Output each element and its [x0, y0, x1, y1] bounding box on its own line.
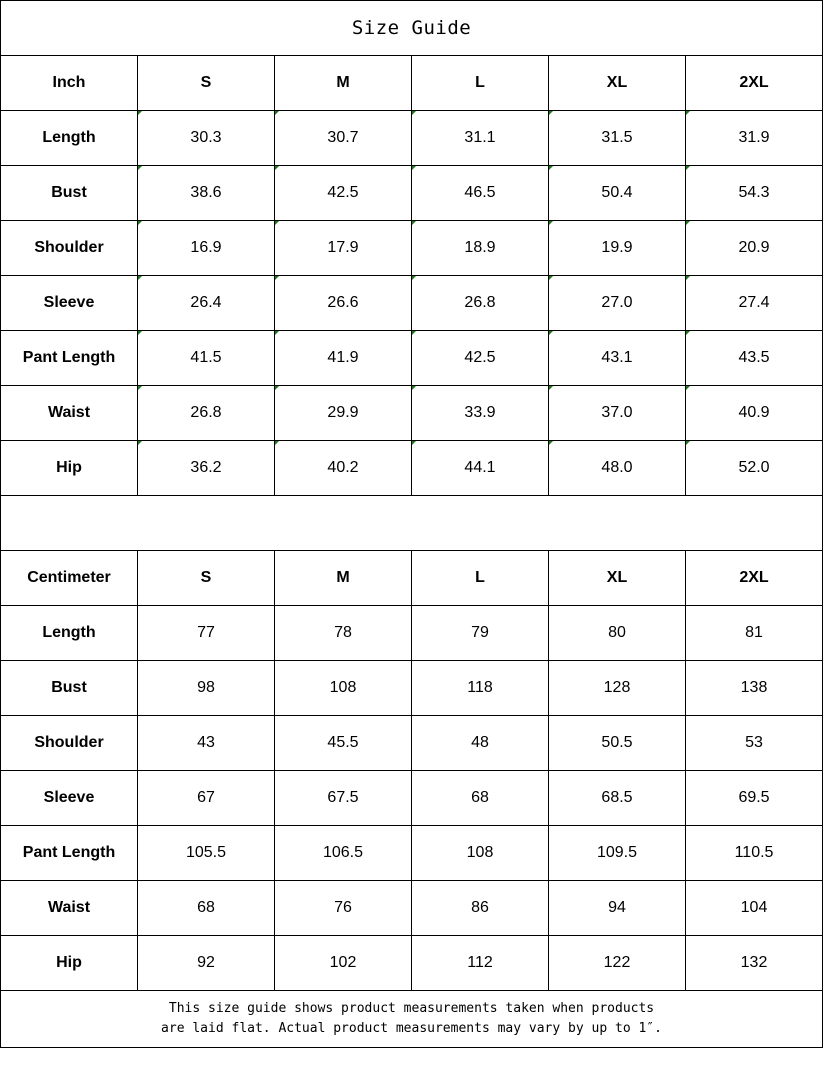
cm-row-label: Bust — [1, 661, 138, 716]
cm-size-header: XL — [549, 551, 686, 606]
inch-row-label: Length — [1, 111, 138, 166]
cm-row-label: Shoulder — [1, 716, 138, 771]
inch-value-cell: 40.2 — [275, 441, 412, 496]
cm-value-cell: 112 — [412, 936, 549, 991]
inch-value-cell: 20.9 — [686, 221, 823, 276]
inch-value-cell: 43.1 — [549, 331, 686, 386]
inch-size-header: XL — [549, 56, 686, 111]
inch-unit-label: Inch — [1, 56, 138, 111]
spacer-row — [1, 496, 823, 551]
cm-value-cell: 98 — [138, 661, 275, 716]
cm-value-cell: 106.5 — [275, 826, 412, 881]
inch-header-row — [1, 56, 823, 111]
inch-value-cell: 38.6 — [138, 166, 275, 221]
inch-value-cell: 37.0 — [549, 386, 686, 441]
cm-value-cell: 108 — [412, 826, 549, 881]
cm-value-cell: 104 — [686, 881, 823, 936]
inch-value-cell: 41.5 — [138, 331, 275, 386]
inch-value-cell: 26.8 — [138, 386, 275, 441]
cm-value-cell: 86 — [412, 881, 549, 936]
cm-value-cell: 102 — [275, 936, 412, 991]
cm-value-cell: 50.5 — [549, 716, 686, 771]
inch-value-cell: 16.9 — [138, 221, 275, 276]
inch-value-cell: 42.5 — [275, 166, 412, 221]
cm-size-header: M — [275, 551, 412, 606]
table-spacer — [1, 496, 823, 551]
inch-size-header: S — [138, 56, 275, 111]
inch-value-cell: 19.9 — [549, 221, 686, 276]
cm-row-label: Pant Length — [1, 826, 138, 881]
cm-value-cell: 80 — [549, 606, 686, 661]
title-row — [1, 1, 823, 56]
inch-row-label: Shoulder — [1, 221, 138, 276]
cm-value-cell: 67 — [138, 771, 275, 826]
inch-value-cell: 27.0 — [549, 276, 686, 331]
inch-value-cell: 26.6 — [275, 276, 412, 331]
page-title: Size Guide — [1, 1, 823, 56]
cm-size-header: 2XL — [686, 551, 823, 606]
cm-table-body — [1, 606, 823, 991]
cm-value-cell: 67.5 — [275, 771, 412, 826]
inch-value-cell: 31.1 — [412, 111, 549, 166]
cm-value-cell: 45.5 — [275, 716, 412, 771]
cm-value-cell: 138 — [686, 661, 823, 716]
cm-value-cell: 79 — [412, 606, 549, 661]
inch-table-row — [1, 111, 823, 166]
cm-value-cell: 105.5 — [138, 826, 275, 881]
inch-value-cell: 54.3 — [686, 166, 823, 221]
inch-table-row — [1, 331, 823, 386]
inch-value-cell: 36.2 — [138, 441, 275, 496]
cm-value-cell: 43 — [138, 716, 275, 771]
cm-value-cell: 78 — [275, 606, 412, 661]
cm-value-cell: 118 — [412, 661, 549, 716]
inch-value-cell: 29.9 — [275, 386, 412, 441]
cm-table-row — [1, 881, 823, 936]
cm-table-row — [1, 826, 823, 881]
inch-value-cell: 26.4 — [138, 276, 275, 331]
cm-table-row — [1, 606, 823, 661]
inch-value-cell: 48.0 — [549, 441, 686, 496]
inch-table-row — [1, 221, 823, 276]
cm-table-row — [1, 716, 823, 771]
inch-value-cell: 31.9 — [686, 111, 823, 166]
inch-table-row — [1, 441, 823, 496]
inch-row-label: Hip — [1, 441, 138, 496]
inch-table-body — [1, 111, 823, 496]
cm-value-cell: 53 — [686, 716, 823, 771]
cm-value-cell: 68 — [138, 881, 275, 936]
cm-value-cell: 81 — [686, 606, 823, 661]
cm-table-row — [1, 771, 823, 826]
cm-value-cell: 108 — [275, 661, 412, 716]
footnote-line: This size guide shows product measurements taken when products — [168, 1001, 655, 1016]
inch-value-cell: 50.4 — [549, 166, 686, 221]
cm-row-label: Hip — [1, 936, 138, 991]
inch-value-cell: 17.9 — [275, 221, 412, 276]
inch-value-cell: 46.5 — [412, 166, 549, 221]
cm-value-cell: 94 — [549, 881, 686, 936]
inch-size-header: M — [275, 56, 412, 111]
footnote-row — [1, 991, 823, 1048]
inch-value-cell: 18.9 — [412, 221, 549, 276]
cm-size-header: S — [138, 551, 275, 606]
cm-value-cell: 132 — [686, 936, 823, 991]
cm-row-label: Sleeve — [1, 771, 138, 826]
cm-value-cell: 92 — [138, 936, 275, 991]
cm-table-row — [1, 936, 823, 991]
cm-value-cell: 68.5 — [549, 771, 686, 826]
inch-value-cell: 26.8 — [412, 276, 549, 331]
cm-value-cell: 77 — [138, 606, 275, 661]
cm-value-cell: 128 — [549, 661, 686, 716]
inch-table-row — [1, 386, 823, 441]
inch-table-row — [1, 276, 823, 331]
inch-value-cell: 41.9 — [275, 331, 412, 386]
cm-size-header: L — [412, 551, 549, 606]
cm-header-row — [1, 551, 823, 606]
cm-value-cell: 48 — [412, 716, 549, 771]
inch-value-cell: 52.0 — [686, 441, 823, 496]
inch-value-cell: 44.1 — [412, 441, 549, 496]
inch-size-header: 2XL — [686, 56, 823, 111]
inch-value-cell: 30.7 — [275, 111, 412, 166]
inch-row-label: Sleeve — [1, 276, 138, 331]
inch-row-label: Waist — [1, 386, 138, 441]
inch-value-cell: 31.5 — [549, 111, 686, 166]
cm-value-cell: 122 — [549, 936, 686, 991]
cm-row-label: Length — [1, 606, 138, 661]
inch-value-cell: 40.9 — [686, 386, 823, 441]
cm-value-cell: 110.5 — [686, 826, 823, 881]
cm-value-cell: 69.5 — [686, 771, 823, 826]
cm-value-cell: 76 — [275, 881, 412, 936]
cm-value-cell: 109.5 — [549, 826, 686, 881]
cm-value-cell: 68 — [412, 771, 549, 826]
inch-value-cell: 30.3 — [138, 111, 275, 166]
cm-table-row — [1, 661, 823, 716]
cm-unit-label: Centimeter — [1, 551, 138, 606]
inch-size-header: L — [412, 56, 549, 111]
inch-value-cell: 27.4 — [686, 276, 823, 331]
inch-value-cell: 33.9 — [412, 386, 549, 441]
inch-row-label: Bust — [1, 166, 138, 221]
footnote-line: are laid flat. Actual product measurements may vary by up to 1″. — [161, 1021, 662, 1036]
inch-row-label: Pant Length — [1, 331, 138, 386]
cm-row-label: Waist — [1, 881, 138, 936]
inch-value-cell: 43.5 — [686, 331, 823, 386]
footnote — [1, 991, 823, 1048]
inch-value-cell: 42.5 — [412, 331, 549, 386]
inch-table-row — [1, 166, 823, 221]
